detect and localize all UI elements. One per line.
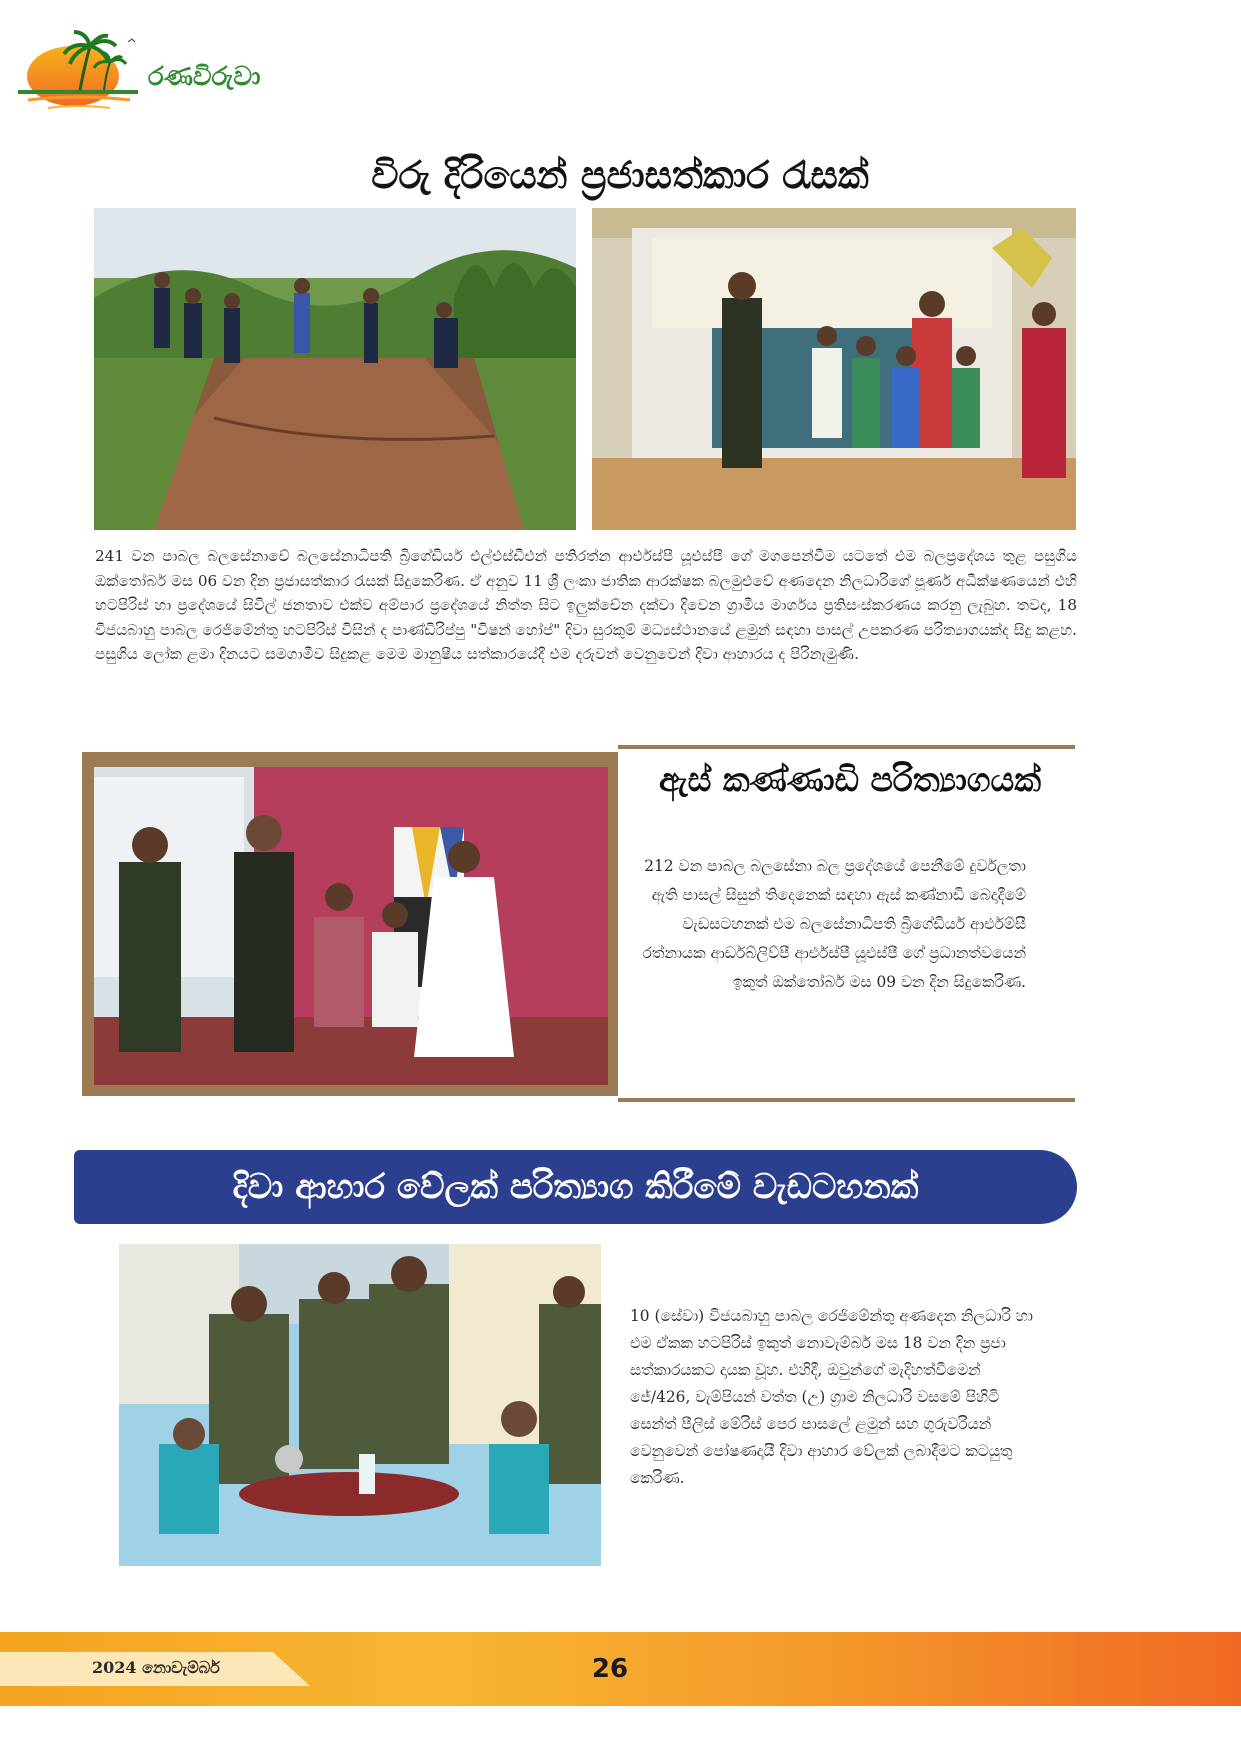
article3-body: 10 (සේවා) විජයබාහු පාබල රෙජිමේන්තු අණදෙන නිලධාරි හා එම ඒකක හටපිරිස් ඉකුත් නොවැම්බර් මස 18 වන දින ප්‍රජා සත්කාරයකට දායක වූහ. එහිදී, ඔවුන්ගේ මැදිහත්වීමෙන් ජේ/426, වැම්පියන් වත්ත (උ) ග්‍රාම නිලධාරි වසමේ පිහිටි සෙන්ත් පීලිස් මේරිස් පෙර පාසලේ ළමුන් සහ ගුරුවරියන් වෙනුවෙන් පෝෂණදායී දිවා ආහාර වේලක් ලබාදීමට කටයුතු කෙරිණ. <box>630 1307 1033 1487</box>
issue-date: 2024 නොවැම්බර් <box>92 1658 220 1677</box>
article1-body: 241 වන පාබල බලසේනාවේ බලසේනාධිපති බ්‍රිගේඩියර් එල්එස්ඩීඑන් පතිරත්න ආර්එස්පී යූඑස්පී ගේ මගපෙන්වීම යටතේ එම බලප්‍රදේශය තුළ පසුගිය ඔක්තෝබර් මස 06 වන දින ප්‍රජාසත්කාර රැසක් සිදුකෙරිණ. ඒ අනුව 11 ශ්‍රී ලංකා ජාතික ආරක්ෂක බලමුළුවේ අණදෙන නිලධාරිගේ පූර්ණ අධීක්ෂණයෙන් එහි හටපිරිස් හා ප්‍රදේශයේ සිවිල් ජනතාව එක්ව අම්පාර ප්‍රදේශයේ නිත්ත සිට ඉලුක්චේන දක්වා දිවෙන ග්‍රාමීය මාර්ගය ප්‍රතිසංස්කරණය කරනු ලැබුහ. තවද, 18 විජයබාහු පාබල රෙජිමේන්තු හටපිරිස් විසින් ද පාණ්ඩිරිප්පු "විෂන් හෝප්" දිවා සුරකුම් මධ්‍යස්ථානයේ ළමුන් සඳහා පාසල් උපකරණ පරිත්‍යාගයක්ද සිදු කළහ. පසුගිය ලෝක ළමා දිනයට සමගාමීව සිදුකළ මෙම මානුෂීය සත්කාරයේදී එම දරුවන් වෙනුවෙන් දිවා ආහාරය ද පිරිනැමුණි. <box>95 547 1077 664</box>
eyeglasses-donation-photo <box>94 767 608 1085</box>
page-number: 26 <box>591 1654 629 1684</box>
article2-body: 212 වන පාබල බලසේනා බල ප්‍රදේශයේ පෙනීමේ දුර්වලතා ඇති පාසල් සිසුන් තිදෙනෙක් සඳහා ඇස් කණ්නාඩි බෙදාදීමේ වැඩසටහනක් එම බලසේනාධිපති බ්‍රිගේඩියර් ආර්එම්සී රත්නායක ආර්ඩබ්ලිව්පී ආර්එස්පී යූඑස්පී ගේ ප්‍රධානත්වයෙන් ඉකුත් ඔක්තෝබර් මස 09 වන දින සිදුකෙරිණ. <box>642 857 1026 991</box>
road-repair-photo <box>94 208 576 530</box>
article1-title: විරු දිරියෙන් ප්‍රජාසත්කාර රැසක් <box>371 152 869 197</box>
article2-divider-bottom <box>618 1098 1075 1102</box>
article2-title: ඇස් කණ්ණාඩි පරිත්‍යාගයක් <box>658 760 1042 799</box>
meal-donation-photo <box>119 1244 601 1566</box>
article3-title-banner <box>74 1150 1077 1224</box>
article2-divider-top <box>618 745 1075 749</box>
logo-text: රණවිරුවා <box>148 62 261 92</box>
logo-sunset-palm-icon <box>18 28 148 114</box>
article3-title: දිවා ආහාර වේලක් පරිත්‍යාග කිරීමේ වැඩටහනක් <box>232 1167 919 1207</box>
school-event-photo <box>592 208 1076 530</box>
